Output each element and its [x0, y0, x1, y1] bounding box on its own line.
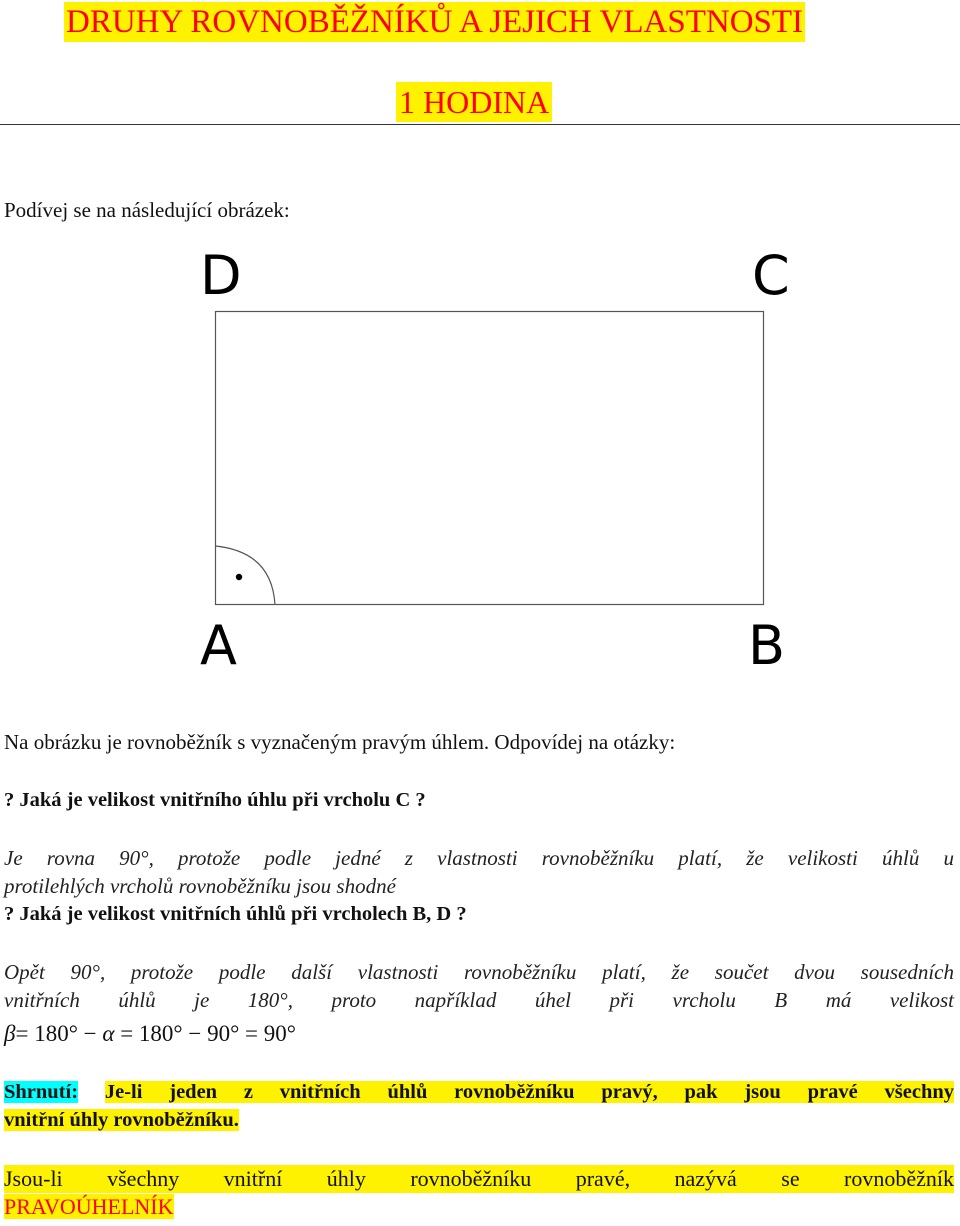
angle-formula: [4, 1020, 296, 1048]
rectangle-shape: [216, 312, 764, 605]
summary-line-1: [4, 1078, 954, 1106]
answer-1-line-1: Je rovna 90°, protože podle jedné z vlastnosti rovnoběžníku platí, že velikosti úhlů u: [4, 846, 954, 870]
question-2: ? Jaká je velikost vnitřních úhlů při vrcholech B, D ?: [4, 903, 467, 925]
vertex-label-d: D: [200, 244, 242, 307]
intro-text: Podívej se na následující obrázek:: [4, 198, 290, 222]
question-1: ? Jaká je velikost vnitřního úhlu při vrcholu C ?: [4, 789, 426, 811]
lesson-subtitle: 1 HODINA: [396, 82, 552, 122]
summary-text-1: Je-li jeden z vnitřních úhlů rovnoběžníku pravý, pak jsou pravé všechny: [104, 1081, 954, 1103]
answer-2-line-2: vnitřních úhlů je 180°, proto například úhel při vrcholu B má velikost: [4, 988, 954, 1012]
alpha-symbol: α: [102, 1021, 115, 1046]
summary-block: [4, 1078, 954, 1134]
header-divider: [0, 124, 960, 125]
formula-part-2: = 180° − 90° = 90°: [114, 1021, 296, 1046]
answer-2-line-1: Opět 90°, protože podle další vlastnosti rovnoběžníku platí, že součet dvou sousedních: [4, 960, 954, 984]
page-title: DRUHY ROVNOBĚŽNÍKŮ A JEJICH VLASTNOSTI: [66, 4, 804, 40]
summary-text-2: vnitřní úhly rovnoběžníku.: [4, 1109, 239, 1131]
definition-block: [4, 1165, 954, 1221]
prompt-text: Na obrázku je rovnoběžník s vyznačeným pravým úhlem. Odpovídej na otázky:: [4, 730, 676, 754]
right-angle-dot: [236, 574, 242, 580]
vertex-label-c: C: [752, 244, 790, 307]
definition-term: PRAVOÚHELNÍK: [4, 1194, 174, 1219]
vertex-label-b: B: [748, 614, 786, 677]
rectangle-figure: [180, 240, 800, 680]
formula-part-1: = 180° −: [15, 1021, 103, 1046]
answer-1-line-2: protilehlých vrcholů rovnoběžníku jsou shodné: [4, 874, 396, 898]
beta-symbol: β: [4, 1021, 16, 1046]
definition-line-1: Jsou-li všechny vnitřní úhly rovnoběžníku pravé, nazývá se rovnoběžník: [4, 1166, 954, 1191]
summary-label: Shrnutí:: [4, 1081, 79, 1103]
vertex-label-a: A: [200, 614, 237, 677]
right-angle-arc: [216, 546, 276, 605]
answer-1: [4, 844, 954, 900]
answer-2: [4, 958, 954, 1014]
